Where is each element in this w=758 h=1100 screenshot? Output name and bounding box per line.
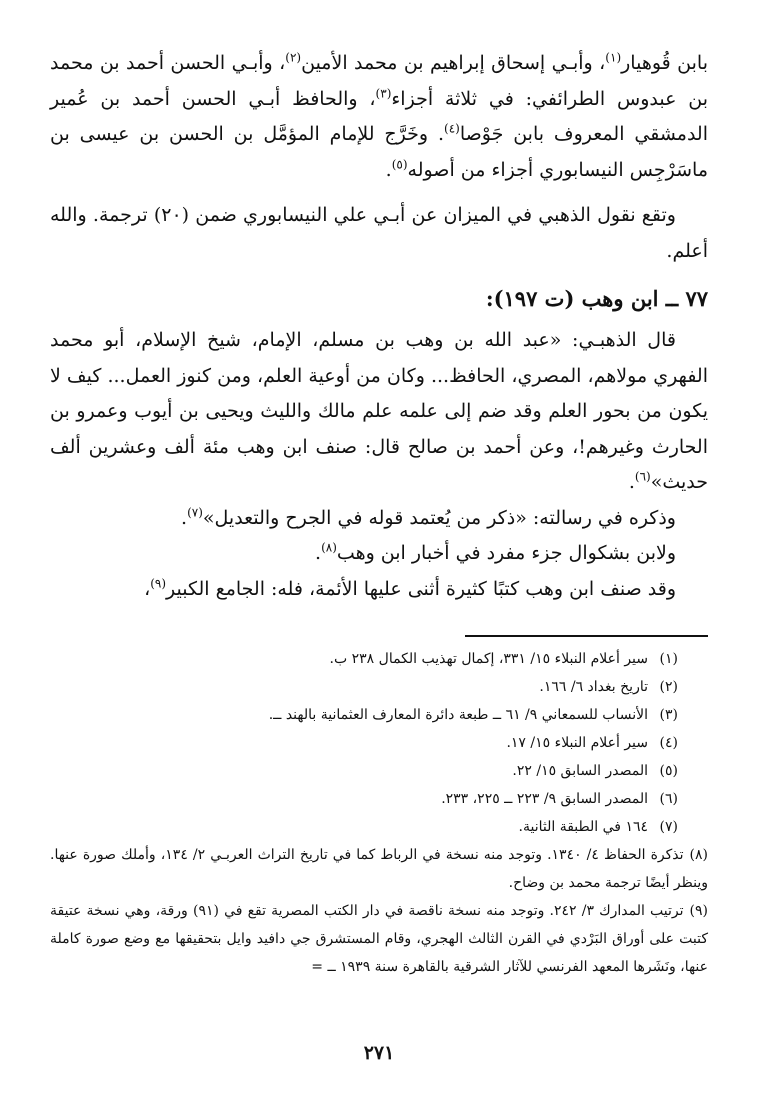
paragraph-5-text: ولابن بشكوال جزء مفرد في أخبار ابن وهب [336,542,676,564]
footnote-text: تذكرة الحفاظ ٤/ ١٣٤٠. وتوجد منه نسخة في الرباط كما في تاريخ التراث العربـي ٢/ ١٣٤، وأملك صورة عنها. وينظر أيضًا ترجمة محمد بن وضاح. [50,847,708,891]
footnote-1 [50,645,708,673]
footnote-number: (٦) [659,791,678,807]
footnote-ref-1[interactable]: (١) [605,50,622,65]
paragraph-1-text: . وخَرَّج للإمام المؤمَّل بن الحسن بن عيسى بن ماسَرْجِس النيسابوري أجزاء من أصوله [50,123,708,181]
footnote-text: ترتيب المدارك ٣/ ٢٤٢. وتوجد منه نسخة ناقصة في دار الكتب المصرية تقع في (٩١) ورقة، وهي نسخة عتيقة كتبت على أوراق البَرْدي في القرن الثالث الهجري، وقام المستشرق جي دافيد وايل بتحقيقها مع وضع صورة كاملة عنها، ونَشَرها المعهد الفرنسي للآثار الشرقية بالقاهرة سنة ١٩٣٩ ــ = [50,903,708,975]
footnote-divider [465,635,708,637]
paragraph-6-text: وقد صنف ابن وهب كتبًا كثيرة أثنى عليها الأئمة، فله: الجامع الكبير [166,577,676,600]
paragraph-1-text: ، وأبـي إسحاق إبراهيم بن محمد الأمين [301,52,606,74]
footnote-text: المصدر السابق ١٥/ ٢٢. [512,763,648,779]
footnote-ref-3[interactable]: (٣) [375,86,392,101]
footnote-5 [50,757,708,785]
paragraph-6-text: ، [144,577,151,600]
paragraph-3 [50,323,708,501]
footnote-6 [50,785,708,813]
footnote-number: (١) [659,651,678,667]
footnote-number: (٧) [659,819,678,835]
footnote-ref-4[interactable]: (٤) [444,121,460,136]
footnote-text: سير أعلام النبلاء ١٥/ ٣٣١، إكمال تهذيب الكمال ٢٣٨ ب. [329,651,648,667]
footnote-9 [50,897,708,981]
paragraph-5 [50,536,708,572]
footnote-number: (٩) [689,903,709,919]
paragraph-4 [50,501,708,537]
footnote-text: تاريخ بغداد ٦/ ١٦٦. [539,679,648,695]
footnote-number: (٥) [659,763,678,779]
footnote-text: الأنساب للسمعاني ٩/ ٦١ ــ طبعة دائرة المعارف العثمانية بالهند ــ. [268,707,648,723]
footnote-ref-6[interactable]: (٦) [634,469,651,484]
footnote-8 [50,841,708,897]
paragraph-1-text: . [385,158,392,181]
footnote-text: المصدر السابق ٩/ ٢٢٣ ــ ٢٢٥، ٢٣٣. [441,791,648,807]
footnote-number: (٤) [659,735,678,751]
paragraph-1 [50,46,708,188]
footnote-ref-2[interactable]: (٢) [285,50,302,65]
footnote-4 [50,729,708,757]
paragraph-3-text: . [628,471,635,493]
paragraph-1-text: بابن قُوهيار [621,52,708,74]
paragraph-4-text: وذكره في رسالته: «ذكر من يُعتمد قوله في الجرح والتعديل» [202,506,676,529]
paragraph-4-text: . [181,506,188,529]
paragraph-1-text: ، وأبـي الحسن أحمد بن محمد بن عبدوس الطرائفي: في ثلاثة أجزاء [50,52,708,110]
footnote-text: سير أعلام النبلاء ١٥/ ١٧. [506,735,648,751]
paragraph-1-text: ، والحافظ أبـي الحسن أحمد بن عُمير الدمشقي المعروف بابن جَوْصا [50,87,709,145]
footnote-3 [50,701,708,729]
paragraph-6 [50,572,708,608]
footnote-number: (٣) [659,707,678,723]
page-number: ٢٧١ [363,1042,395,1064]
footnote-ref-5[interactable]: (٥) [391,157,408,172]
paragraph-2: وتقع نقول الذهبي في الميزان عن أبـي علي النيسابوري ضمن (٢٠) ترجمة. والله أعلم. [50,204,708,262]
paragraph-5-text: . [315,542,322,564]
footnote-number: (٢) [659,679,678,695]
footnote-text: ١٦٤ في الطبقة الثانية. [518,819,648,835]
footnote-2 [50,673,708,701]
footnote-number: (٨) [689,847,709,863]
section-heading: ٧٧ ــ ابن وهب (ت ١٩٧): [485,286,708,311]
footnotes [50,645,708,981]
footnote-ref-9[interactable]: (٩) [150,576,167,591]
paragraph-3-text: قال الذهبـي: «عبد الله بن وهب بن مسلم، الإمام، شيخ الإسلام، أبو محمد الفهري مولاهم، المصري، الحافظ... وكان من أوعية العلم، ومن كنوز العمل... كيف لا يكون من بحور العلم وقد ضم إلى علمه علم مالك والليث ويحيى بن أيوب وعمرو بن الحارث وغيرهم!، وعن أحمد بن صالح قال: صنف ابن وهب مئة ألف وعشرين ألف حديث» [50,329,708,493]
footnote-ref-8[interactable]: (٨) [321,540,337,555]
footnote-ref-7[interactable]: (٧) [187,505,203,520]
footnote-7 [50,813,708,841]
